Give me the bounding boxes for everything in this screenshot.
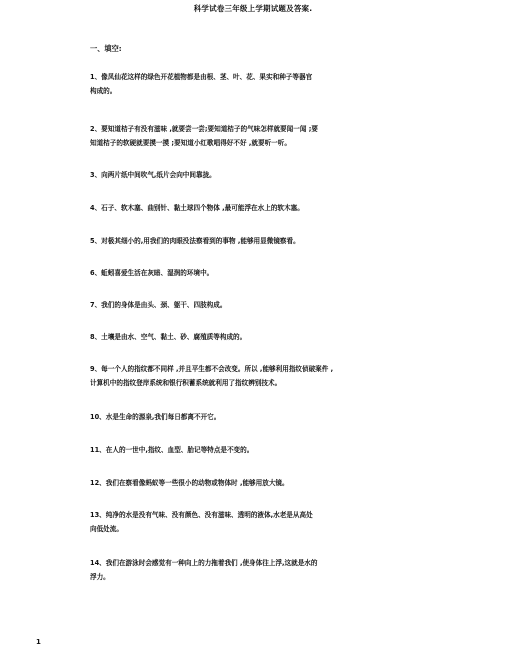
question-line: 8、土壤是由水、空气、黏土、砂、腐殖质等构成的。 xyxy=(90,333,247,341)
question-line: 10、水是生命的源泉,我们每日都离不开它。 xyxy=(90,413,221,421)
section-heading: 一、填空: xyxy=(90,44,122,53)
question-item xyxy=(90,410,435,424)
question-item xyxy=(90,298,435,312)
question-item xyxy=(90,122,435,150)
question-line: 4、石子、软木塞、曲别针、黏土球四个物体 ,最可能浮在水上的软木塞。 xyxy=(90,204,304,212)
question-line: 构成的。 xyxy=(90,87,117,95)
question-item xyxy=(90,508,435,536)
question-line: 13、纯净的水是没有气味、没有颜色、没有滋味、透明的液体,水老是从高处 xyxy=(90,511,313,519)
question-line: 3、向两片纸中间吹气,纸片会向中间靠拢。 xyxy=(90,171,216,179)
question-item xyxy=(90,443,435,457)
question-line: 14、我们在游泳时会感觉有一种向上的力拖着我们 ,使身体往上浮,这就是水的 xyxy=(90,559,318,567)
question-line: 知道桔子的软硬就要摸一摸 ;要知道小红歌唱得好不好 ,就要听一听。 xyxy=(90,139,291,147)
page-title: 科学试卷三年级上学期试题及答案. xyxy=(193,4,313,13)
question-item xyxy=(90,266,435,280)
question-item xyxy=(90,476,435,490)
question-line: 5、对极其细小的,用我们的肉眼没法察看到的事物 ,能够用显微镜察看。 xyxy=(90,237,300,245)
question-line: 浮力。 xyxy=(90,573,110,581)
question-line: 2、要知道桔子有没有滋味 ,就要尝一尝;要知道桔子的气味怎样就要闻一闻 ;要 xyxy=(90,125,318,133)
question-item xyxy=(90,201,435,215)
question-line: 7、我们的身体是由头、颈、躯干、四肢构成。 xyxy=(90,301,227,309)
question-line: 向低处流。 xyxy=(90,525,123,533)
question-item xyxy=(90,234,435,248)
question-line: 12、我们在察看像蚂蚁等一些很小的动物或物体时 ,能够用放大镜。 xyxy=(90,479,289,487)
question-item xyxy=(90,168,435,182)
question-item xyxy=(90,330,435,344)
question-line: 6、蚯蚓喜爱生活在灰暗、湿润的环境中。 xyxy=(90,269,214,277)
question-item xyxy=(90,70,435,98)
question-line: 计算机中的指纹登岸系统和银行积蓄系统就利用了指纹辨别技术。 xyxy=(90,379,282,387)
question-item xyxy=(90,556,435,584)
question-line: 11、在人的一世中,指纹、血型、胎记等特点是不变的。 xyxy=(90,446,254,454)
question-item xyxy=(90,362,435,390)
page-number: 1 xyxy=(36,638,41,646)
question-line: 9、每一个人的指纹都不同样 ,并且平生都不会改变。所以 ,能够利用指纹侦破案件 , xyxy=(90,365,334,373)
question-line: 1、像凤仙花这样的绿色开花植物都是由根、茎、叶、花、果实和种子等器官 xyxy=(90,73,313,81)
